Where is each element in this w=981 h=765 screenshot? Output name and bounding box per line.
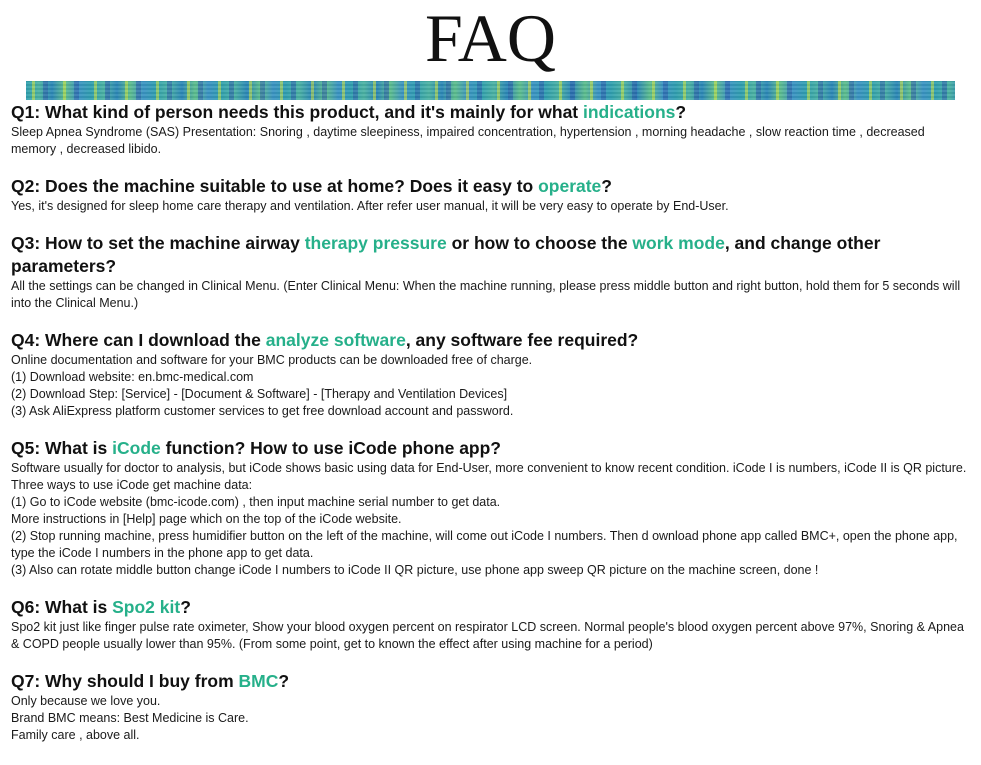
highlight-term: iCode xyxy=(112,438,161,458)
faq-answer: Only because we love you. Brand BMC means: Best Medicine is Care. Family care , above all. xyxy=(11,694,249,742)
highlight-term: analyze software xyxy=(265,330,406,350)
highlight-term: BMC xyxy=(238,671,279,691)
page-title: FAQ xyxy=(425,0,556,76)
faq-question: Q6: What is Spo2 kit? xyxy=(11,597,191,617)
faq-list xyxy=(11,101,973,761)
faq-question: Q7: Why should I buy from BMC? xyxy=(11,671,290,691)
faq-question: Q2: Does the machine suitable to use at home? Does it easy to operate? xyxy=(11,176,612,196)
faq-item-q4 xyxy=(11,329,973,420)
faq-question: Q1: What kind of person needs this product, and it's mainly for what indications? xyxy=(11,102,687,122)
faq-answer: Spo2 kit just like finger pulse rate oximeter, Show your blood oxygen percent on respirator LCD screen. Normal people's blood oxygen percent above 97%, Snoring & Apnea & COPD people usually lower than 95%. (From some point, get to known the effect after using machine for a period) xyxy=(11,620,964,651)
faq-answer: Software usually for doctor to analysis, but iCode shows basic using data for End-User, more convenient to know recent condition. iCode I is numbers, iCode II is QR picture. Three ways to use iCode get machine data: (1) Go to iCode website (bmc-icode.com) , then input machine serial number to get data. More instructions in [Help] page which on the top of the iCode website. (2) Stop running machine, press humidifier button on the left of the machine, will come out iCode I numbers. Then d ownload phone app called BMC+, open the phone app, type the iCode I numbers in the phone app to get data. (3) Also can rotate middle button change iCode I numbers to iCode II QR picture, use phone app sweep QR picture on the machine screen, done ! xyxy=(11,461,967,577)
faq-item-q6 xyxy=(11,596,973,653)
faq-answer: All the settings can be changed in Clinical Menu. (Enter Clinical Menu: When the machine running, please press middle button and right button, hold them for 5 seconds will into the Clinical Menu.) xyxy=(11,279,961,310)
faq-item-q1 xyxy=(11,101,973,158)
faq-question: Q4: Where can I download the analyze software, any software fee required? xyxy=(11,330,639,350)
highlight-term: Spo2 kit xyxy=(112,597,181,617)
faq-question: Q3: How to set the machine airway therapy pressure or how to choose the work mode, and change other parameters? xyxy=(11,233,881,276)
highlight-term: therapy pressure xyxy=(304,233,447,253)
faq-answer: Sleep Apnea Syndrome (SAS) Presentation: Snoring , daytime sleepiness, impaired concentration, hypertension , morning headache , slow reaction time , decreased memory , decreased libido. xyxy=(11,125,925,156)
faq-item-q7 xyxy=(11,670,973,744)
faq-item-q5 xyxy=(11,437,973,579)
faq-question: Q5: What is iCode function? How to use iCode phone app? xyxy=(11,438,502,458)
highlight-term: operate xyxy=(538,176,602,196)
faq-item-q2 xyxy=(11,175,973,215)
faq-answer: Online documentation and software for your BMC products can be downloaded free of charge. (1) Download website: en.bmc-medical.com (2) Download Step: [Service] - [Document & Software] - [Therapy and Ventilation Devices] (3) Ask AliExpress platform customer services to get free download account and password. xyxy=(11,353,533,418)
decorative-banner xyxy=(26,81,955,100)
faq-answer: Yes, it's designed for sleep home care therapy and ventilation. After refer user manual, it will be very easy to operate by End-User. xyxy=(11,199,729,213)
highlight-term: work mode xyxy=(632,233,725,253)
faq-item-q3 xyxy=(11,232,973,312)
highlight-term: indications xyxy=(583,102,676,122)
